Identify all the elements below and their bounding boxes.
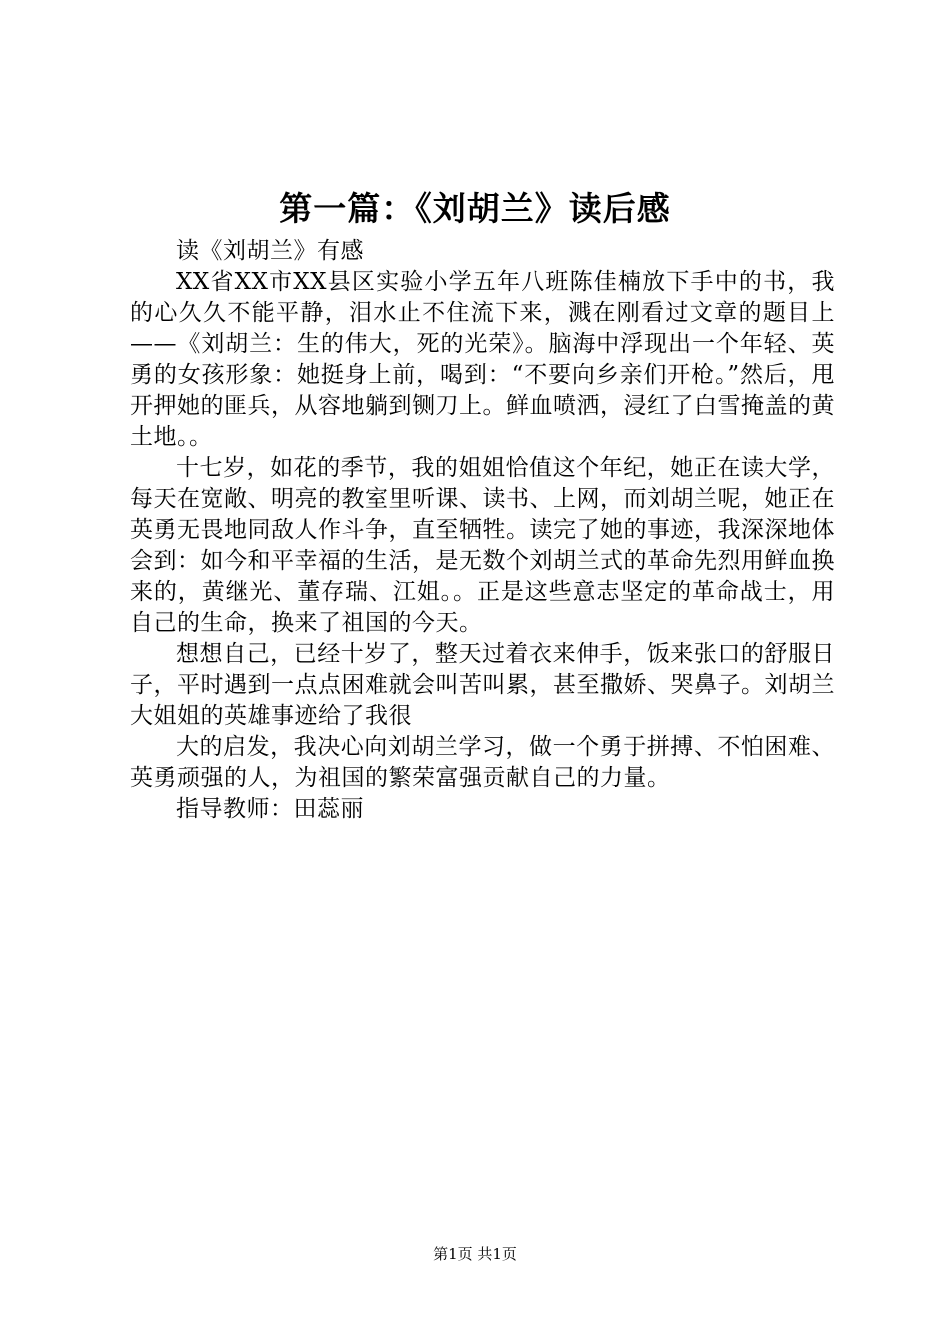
page-number-footer: 第1页 共1页 [433, 1245, 517, 1263]
teacher-signature-line: 指导教师：田蕊丽 [176, 796, 364, 822]
paragraph: 大的启发，我决心向刘胡兰学习，做一个勇于拼搏、不怕困难、英勇顽强的人，为祖国的繁荣富强贡献自己的力量。 [130, 734, 835, 791]
document-body [130, 236, 835, 825]
paragraph: 想想自己，已经十岁了，整天过着衣来伸手，饭来张口的舒服日子，平时遇到一点点困难就会叫苦叫累，甚至撒娇、哭鼻子。刘胡兰大姐姐的英雄事迹给了我很 [130, 641, 835, 729]
paragraph: 十七岁，如花的季节，我的姐姐恰值这个年纪，她正在读大学，每天在宽敞、明亮的教室里听课、读书、上网，而刘胡兰呢，她正在英勇无畏地同敌人作斗争，直至牺牲。读完了她的事迹，我深深地体会到：如今和平幸福的生活，是无数个刘胡兰式的革命先烈用鲜血换来的，黄继光、董存瑞、江姐。。正是这些意志坚定的革命战士，用自己的生命，换来了祖国的今天。 [130, 455, 835, 636]
page-title: 第一篇：《刘胡兰》读后感 [279, 189, 671, 228]
essay-subtitle: 读《刘胡兰》有感 [176, 238, 364, 264]
paragraph: XX省XX市XX县区实验小学五年八班陈佳楠放下手中的书，我的心久久不能平静，泪水止不住流下来，溅在刚看过文章的题目上——《刘胡兰：生的伟大，死的光荣》。脑海中浮现出一个年轻、英勇的女孩形象：她挺身上前，喝到：“不要向乡亲们开枪。”然后，甩开押她的匪兵，从容地躺到铡刀上。鲜血喷洒，浸红了白雪掩盖的黄土地。。 [130, 269, 835, 450]
